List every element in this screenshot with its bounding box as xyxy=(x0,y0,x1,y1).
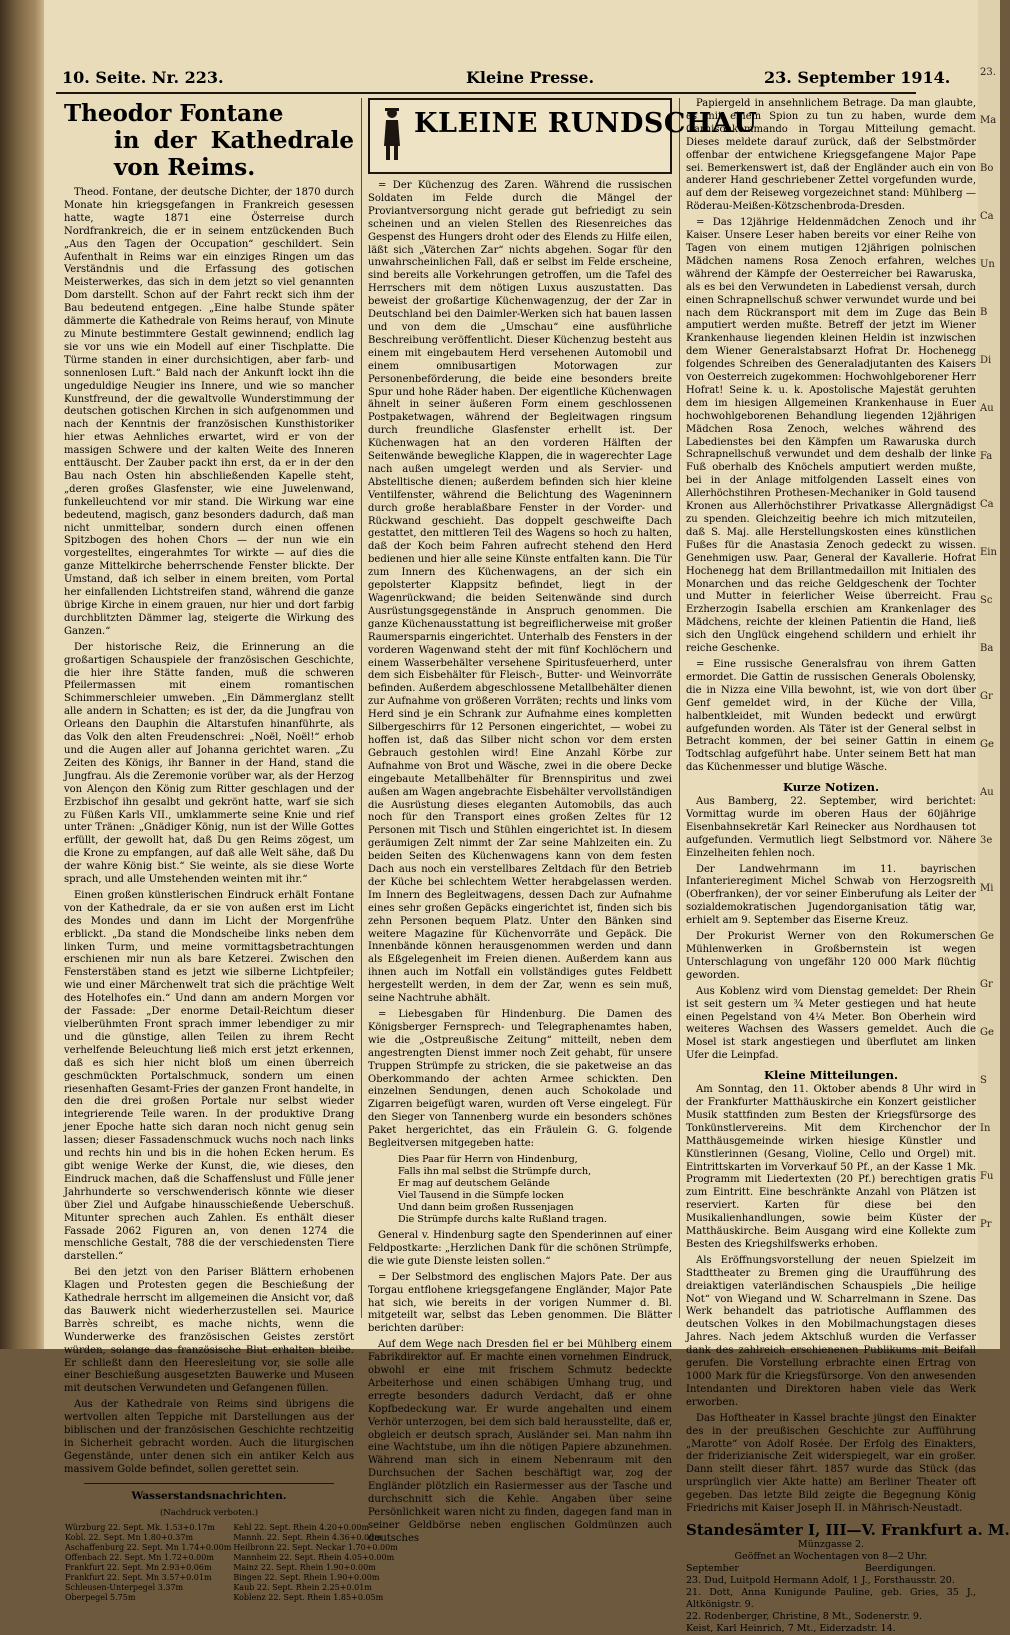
poem-line: Dies Paar für Herrn von Hindenburg, xyxy=(398,1153,578,1165)
edge-fragment: Bo xyxy=(980,163,994,174)
water-level-cell: Bingen 22. Sept. Rhein 1.90+0.00m xyxy=(233,1572,380,1582)
edge-fragment: Pr xyxy=(980,1219,992,1230)
water-levels-heading: Wasserstandsnachrichten. xyxy=(131,1489,287,1502)
registry-hours: Geöffnet an Wochentagen von 8—2 Uhr. xyxy=(734,1550,928,1562)
reprint-note: (Nachdruck verboten.) xyxy=(159,1507,259,1518)
edge-fragment: Ba xyxy=(980,643,994,654)
article-paragraph: = Eine russische Generalsfrau von ihrem Gatten ermordet. Die Gattin de russischen Generals Obolensky, die in Nizza eine Villa bewohnt, ist, wie von dort über Genf gemeldet wird, in der Küche der Villa, halbentkleidet, mit Wunden bedeckt und erwürgt aufgefunden worden. Als Täter ist der General selbst in Betracht kommen, der bei seiner Gattin in einem Todtschlag aufgeführt habe. Unter seinem Bett hat man das Küchenmesser und blutige Wäsche. xyxy=(686,658,976,774)
short-note: Aus Bamberg, 22. September, wird berichtet: Vormittag wurde im oberen Haus der 60jährige Eisenbahnsekretär Karl Reinecker aus Nordhausen tot aufgefunden. Vermutlich liegt Selbstmord vor. Nähere Einzelheiten fehlen noch. xyxy=(686,796,976,859)
article-paragraph: Theod. Fontane, der deutsche Dichter, der 1870 durch Monate hin kriegsgefangen in Frankreich gesessen hatte, wagte 1871 eine Österreise durch Nordfrankreich, die er in seinem entzückenden Buch „Aus den Tagen der Occupation“ geschildert. Sein Aufenthalt in Reims war ein einziges Ringen um das Verständnis und die Erfassung des gotischen Meisterwerkes, das sich in dem jetzt so viel genannten Dom darstellt. Schon auf der Fahrt reckt sich ihm der Bau bedeutend entgegen. „Eine halbe Stunde später dämmerte die Kathedrale von Reims herauf, von Minute zu Minute bestimmtere Gestalt gewinnend; endlich lag sie vor uns wie ein Modell auf einer Tischplatte. Die Türme standen in einer durchsichtigen, aber farb- und sonnenlosen Luft.“ Bald nach der Ankunft lockt ihn die ungeduldige Neugier ins Innere, und wie so mancher Kunstfreund, der die gewaltvolle Wunderstimmung der deutschen gotischen Kirchen in sich aufgenommen und nach der Kenntnis der französischen Kunsthistoriker hier etwas Aehnliches erwartet, wird er von der massigen Schwere und der kalten Weite des Inneren enttäuscht. Der Zauber packt ihn erst, da er in der den Bau nach Osten hin abschließenden Kapelle steht, „deren großes Glasfenster, wie eine Juwelenwand, funkelleuchtend vor mir stand. Die Wirkung war eine bedeutend, magisch, ganz besonders dadurch, daß man nicht unmittelbar, sondern durch einen offenen Spitzbogen des hohen Chors — der nun wie ein vorgestelltes, eingerahmtes Tor wirkte — auf dies die ganze Mittelkirche beherrschende Fenster blickte. Der Umstand, daß ich selber in einem breiten, vom Portal her einfallenden Lichtstreifen stand, während die ganze übrige Kirche in einem grauen, nur hier und dort farbig durchblitzten Dämmer lag, steigerte die Wirkung des Ganzen.“ xyxy=(64,187,354,637)
article-paragraph: = Der Selbstmord des englischen Majors Pate. Der aus Torgau entflohene kriegsgefangene Engländer, Major Pate hat sich, wie bereits in der vorigen Nummer d. Bl. mitgeteilt war, selbst das Leben genommen. Die Blätter berichten darüber: xyxy=(368,1271,672,1335)
edge-fragment: Fu xyxy=(980,1171,994,1182)
edge-fragment: Au xyxy=(980,403,994,414)
article-paragraph: = Liebesgaben für Hindenburg. Die Damen des Königsberger Fernsprech- und Telegraphenamtes haben, wie die „Ostpreußische Zeitung“ mitteilt, neben dem angestrengten Dienst immer noch Zeit gehabt, für unsere Truppen Strümpfe zu stricken, die sie paketweise an das Oberkommando der achten Armee schickten. Den einzelnen Sendungen, denen auch Schokolade und Zigarren beigefügt waren, wurden oft Verse eingelegt. Für den Sieger von Tannenberg wurde ein besonders schönes Paket hergerichtet, das ein Fräulein G. G. folgende Begleitversen mitgegeben hatte: xyxy=(368,1009,672,1150)
water-level-row xyxy=(64,1553,399,1563)
book-binding xyxy=(0,0,44,1349)
water-level-cell: Schleusen-Unterpegel 3.37m xyxy=(65,1582,184,1592)
rundschau-banner xyxy=(368,98,758,174)
article-paragraph: Der historische Reiz, die Erinnerung an die großartigen Schauspiele der französischen Geschichte, die hier ihre Stätte fanden, muß die schweren Pfeilermassen mit einem romantischen Schimmerschleier umweben. „Ein Dämmerglanz stellt alle andern in Schatten; es ist der, da die Jungfrau von Orleans den Dauphin die Altarstufen hinanführte, als das Volk den alten Freudenschrei: „Noël, Noël!“ erhob und die Augen aller auf Johanna gerichtet waren. „Zu Zeiten des Königs, ihr Banner in der Hand, stand die Jungfrau. Als die Zeremonie vorüber war, als der Herzog von Alençon den König zum Ritter geschlagen und der Erzbischof ihn gesalbt und gekrönt hatte, warf sie sich zu Füßen Karls VII., umklammerte seine Knie und rief unter Tränen: „Gnädiger König, nun ist der Wille Gottes erfüllt, der gewollt hat, daß Du gen Reims zögest, um die Krone zu empfangen, auf daß alle Welt sähe, daß Du der wahre König bist.“ Sie weinte, als sie diese Worte sprach, und alle Umstehenden weinten mit ihr.“ xyxy=(64,641,354,886)
edge-fragment: S xyxy=(980,1075,987,1086)
short-notes-heading: Kurze Notizen. xyxy=(782,780,880,795)
article-paragraph: Auf dem Wege nach Dresden fiel er bei Mühlberg einem Fabrikdirektor auf. Er machte einen vornehmen Eindruck, obwohl er eine mit frischem Schmutz bedeckte Arbeiterhose und einen schäbigen Umhang trug, und erregte besonders dadurch Verdacht, daß er ohne Kopfbedeckung war. Er wurde angehalten und einem Verhör unterzogen, bei dem sich bald herausstellte, daß er, obgleich er deutsch sprach, Ausländer sei. Man nahm ihn eine Wachtstube, um ihn die nötigen Papiere abzunehmen. Während man sich in einem Nebenraum mit den Durchsuchen der Sachen beschäftigt war, zog der Engländer plötzlich ein Rasiermesser aus der Tasche und durchschnitt sich die Kehle. Angaben über seine Persönlichkeit waren nicht zu finden, dagegen fand man in seiner Geldbörse neben englischen Goldmünzen auch deutsches xyxy=(368,1339,672,1544)
article-paragraph: Bei den jetzt von den Pariser Blättern erhobenen Klagen und Protesten gegen die Beschießung der Kathedrale herrscht im allgemeinen die Ansicht vor, daß das Bauwerk nicht wiederherzustellen sei. Maurice Barrès schreibt, es mache nichts, wenn die Wunderwerke des französischen Geistes zerstört würden, solange das französische Blut erhalten bleibe. Er schließt dann den Heeresleitung vor, sie solle alle einer Beschießung ausgesetzten Bauwerke und Museen mit deutschen Verwundeten und Gefangenen füllen. xyxy=(64,1267,354,1395)
water-level-row xyxy=(64,1573,399,1583)
water-level-row xyxy=(64,1523,399,1533)
poem-line: Falls ihn mal selbst die Strümpfe durch, xyxy=(398,1165,592,1177)
article-title-line-1: Theodor Fontane xyxy=(64,100,284,127)
registry-month: September xyxy=(686,1562,739,1574)
edge-fragment: 3e xyxy=(980,835,993,846)
water-level-cell: Kobl. 22. Sept. Mn 1.80+0.37m xyxy=(65,1532,194,1542)
poem xyxy=(368,1154,672,1226)
edge-fragment: In xyxy=(980,1123,991,1134)
water-level-cell: Aschaffenburg 22. Sept. Mn 1.74+0.00m xyxy=(65,1542,232,1552)
edge-fragment: Ein xyxy=(980,547,997,558)
water-level-cell: Würzburg 22. Sept. Mk. 1.53+0.17m xyxy=(65,1522,215,1532)
water-level-cell: Mannh. 22. Sept. Rhein 4.36+0.00m xyxy=(233,1532,382,1542)
article-paragraph: Aus der Kathedrale von Reims sind übrigens die wertvollen alten Teppiche mit Darstellungen aus der biblischen und der französischen Geschichte rechtzeitig in Sicherheit gebracht worden. Auch die liturgischen Gegenstände, unter denen sich ein antiker Kelch aus massivem Golde befindet, sollen gerettet sein. xyxy=(64,1399,354,1475)
short-note: Aus Koblenz wird vom Dienstag gemeldet: Der Rhein ist seit gestern um ¾ Meter gestiegen und hat heute einen Pegelstand von 4¼ Meter. Bon Oberhein wird weiteres Wachsen des Wassers gemeldet. Auch die Mosel ist stark angestiegen und überflutet am linken Ufer die Leinpfad. xyxy=(686,985,976,1062)
edge-fragment: Ca xyxy=(980,211,994,222)
short-note: Der Prokurist Werner von den Rokumerschen Mühlenwerken in Großbernstein ist wegen Unterschlagung von ungefähr 120 000 Mark flüchtig geworden. xyxy=(686,931,976,981)
water-levels-table xyxy=(64,1523,399,1603)
column-divider xyxy=(679,98,680,1318)
water-level-row xyxy=(64,1583,399,1593)
edge-fragment: Ge xyxy=(980,1027,994,1038)
water-level-row xyxy=(64,1543,399,1553)
edge-fragment: Gr xyxy=(980,691,993,702)
short-note: Der Landwehrmann im 11. bayrischen Infanterieregiment Michel Schwab von Herzogsreith (Oberfranken), der vor seiner Einberufung als Leiter der sozialdemokratischen Jugendorganisation tätig war, erhielt am 9. September das Eiserne Kreuz. xyxy=(686,863,976,927)
edge-fragment: Ca xyxy=(980,499,994,510)
edge-fragment: Au xyxy=(980,787,994,798)
edge-fragment: Un xyxy=(980,259,995,270)
registry-entry: 22. Rodenberger, Christine, 8 Mt., Sodenerstr. 9. xyxy=(686,1610,922,1622)
water-level-cell: Kehl 22. Sept. Rhein 4.20+0.00m xyxy=(233,1522,370,1532)
column-divider xyxy=(361,98,362,1318)
water-level-cell: Kaub 22. Sept. Rhein 2.25+0.01m xyxy=(233,1582,372,1592)
edge-fragment: B xyxy=(980,307,988,318)
edge-fragment: Ma xyxy=(980,115,997,126)
masthead-rule xyxy=(56,92,916,94)
article-paragraph: Papiergeld in ansehnlichem Betrage. Da man glaubte, es mit einem Spion zu tun zu haben, wurde dem Garnisonkommando in Torgau Mitteilung gemacht. Dieses meldete darauf zurück, daß der Selbstmörder offenbar der entwichene Kriegsgefangene Major Pape sei. Bemerkenswert ist, daß der Engländer auch ein von anderer Hand geschriebener Zettel vorgefunden wurde, auf dem der Reiseweg vorgezeichnet stand: Mühlberg — Röderau-Meißen-Kötzschenbroda-Dresden. xyxy=(686,98,976,213)
water-level-cell: Mannheim 22. Sept. Rhein 4.05+0.00m xyxy=(233,1552,395,1562)
water-level-row xyxy=(64,1563,399,1573)
poem-line: Und dann beim großen Russenjagen xyxy=(398,1201,574,1213)
poem-line: Die Strümpfe durchs kalte Rußland tragen. xyxy=(398,1213,607,1225)
rundschau-title: KLEINE RUNDSCHAU xyxy=(414,108,758,139)
registry-office-heading: Standesämter I, III—V. Frankfurt a. M. xyxy=(686,1520,1010,1539)
registry-section: Beerdigungen. xyxy=(864,1562,936,1574)
water-level-cell: Koblenz 22. Sept. Rhein 1.85+0.05m xyxy=(233,1592,384,1602)
masthead xyxy=(56,66,951,90)
water-level-cell: Offenbach 22. Sept. Mn 1.72+0.00m xyxy=(65,1552,214,1562)
small-news-item: Als Eröffnungsvorstellung der neuen Spielzeit im Stadttheater zu Bremen ging die Uraufführung des dreiaktigen vaterländischen Schauspiels „Die heilige Not“ von Wiegand und W. Scharrelmann in Szene. Das Werk behandelt das patriotische Aufflammen des deutschen Volkes in den Mobilmachungstagen dieses Jahres. Nach jedem Aktschluß wurden die Verfasser dank des zahlreich erschienenen Publikums mit Beifall gerufen. Die Vorstellung erbrachte einen Ertrag von 1000 Mark für die Kriegsfürsorge. Von den anwesenden Intendanten und Direktoren haben viele das Werk erworben. xyxy=(686,1254,976,1408)
registry-entry: 21. Dott, Anna Kunigunde Pauline, geb. Gries, 35 J., Altkönigstr. 9. xyxy=(686,1586,976,1610)
water-level-row xyxy=(64,1533,399,1543)
edge-fragment: Di xyxy=(980,355,992,366)
article-title xyxy=(64,100,354,181)
poem-line: Er mag auf deutschem Gelände xyxy=(398,1177,550,1189)
edge-fragment: Sc xyxy=(980,595,993,606)
column-2 xyxy=(368,98,758,1544)
registry-entry: Keist, Karl Heinrich, 7 Mt., Eiderzadstr. 14. xyxy=(686,1622,896,1634)
article-title-line-2: in der Kathedrale von Reims. xyxy=(114,127,354,181)
column-1 xyxy=(64,98,398,1602)
article-paragraph: Einen großen künstlerischen Eindruck erhält Fontane von der Kathedrale, da er sie von außen erst im Licht des Mondes und dann im Licht der Morgenfrühe erblickt. „Da stand die Mondscheibe links neben dem linken Turm, und meine vormittagsbetrachtungen erschienen mir nun als bare Ketzerei. Zwischen den Fensterstäben stand es jetzt wie silberne Lichtpfeiler; wie und einer Märchenwelt trat sich die prächtige Welt des Hotelhofes ein.“ Und dann am andern Morgen vor der Fassade: „Der enorme Detail-Reichtum dieser vielberühmten Front sprach immer lebendiger zu mir und die günstige, allen Teilen zu ihrem Recht verhelfende Beleuchtung ließ mich erst jetzt erkennen, daß es sich hier nicht bloß um einen überreich geschmückten Portalschmuck, sondern um einen riesenhaften Gesamt-Fries der ganzen Front handelte, in den die drei großen Portale nur selbst wieder integrierende Teile waren. In der produktive Drang jener Epoche hatte sich daran noch nicht genug sein lassen; dieser Fassadenschmuck wuchs noch nach links und rechts hin und bis in die hohen Ecken herum. Es gibt wenige Werke der Kunst, die, wie dieses, den Eindruck machen, daß die Schaffenslust und Fülle jener Jahrhunderte so verschwenderisch könnte wie dieser über Ziel und Aufgabe hinausschießende Ueberschuß. Mitunter sprechen auch Zahlen. Es enthält dieser Fassade 2062 Figuren an, von denen 1274 die menschliche Gestalt, 788 die der verschiedensten Tiere darstellen.“ xyxy=(64,889,354,1263)
water-level-cell: Heilbronn 22. Sept. Neckar 1.70+0.00m xyxy=(233,1542,398,1552)
page-number: 10. Seite. Nr. 223. xyxy=(62,68,224,87)
small-news-item: Das Hoftheater in Kassel brachte jüngst den Einakter des in der preußischen Geschichte zur Aufführung „Marotte“ von Adolf Rosée. Der Erfolg des Einakters, der friderizianische Zeit widerspiegelt, war ein großer. Dann stellt dieser fährt. 1857 wurde das Stück (das ursprünglich vier Akte hatte) am Berliner Theater oft gegeben. Das letzte Bild zeigte die Begegnung König Friedrichs mit Kaiser Joseph II. in Mährisch-Neustadt. xyxy=(686,1412,976,1515)
town-crier-icon xyxy=(380,106,404,162)
registry-subheader xyxy=(686,1563,976,1575)
edge-fragment: Fa xyxy=(980,451,993,462)
article-paragraph: General v. Hindenburg sagte den Spenderinnen auf einer Feldpostkarte: „Herzlichen Dank für die schönen Strümpfe, die wie gute Dienste leisten sollen.“ xyxy=(368,1229,672,1267)
edge-fragment: Ge xyxy=(980,931,994,942)
section-separator xyxy=(84,1483,334,1484)
next-page-edge xyxy=(978,0,1000,1349)
water-level-cell: Oberpegel 5.75m xyxy=(65,1592,136,1602)
water-level-cell: Frankfurt 22. Sept. Mn 2.93+0.06m xyxy=(65,1562,212,1572)
article-paragraph: = Das 12jährige Heldenmädchen Zenoch und ihr Kaiser. Unsere Leser haben bereits vor einer Reihe von Tagen von einem mutigen 12jährigen polnischen Mädchen namens Rosa Zenoch erfahren, welches während der Kämpfe der Oesterreicher bei Rawaruska, als es bei den Verwundeten in Labedienst versah, durch einen Schrapnellschuß schwer verwundet wurde und bei nach dem Rückransport mit dem im Zuge das Bein amputiert werden mußte. Betreff der jetzt im Wiener Krankenhause liegenden kleinen Heldin ist inzwischen dem Wiener Generalstabsarzt Hofrat Dr. Hochenegg folgendes Schreiben des Generaladjutanten des Kaisers von Oesterreich zugekommen: Hochwohlgeborener Herr Hofrat! Seine k. u. k. Apostolische Majestät geruhten dem im hiesigen Allgemeinen Krankenhause in Euer hochwohlgeborenen Behandlung liegenden 12jährigen Mädchen Rosa Zenoch, welches während des Labedienstes bei den Kämpfen um Rawaruska durch Schrapnellschuß verwundet und dem deshalb der linke Fuß oberhalb des Knöchels amputiert werden mußte, bei in der Anlage mitfolgenden Lasselt eines von Allerhöchstihren Prothesen-Mechaniker in Gold tausend Kronen aus Allerhöchstihrer Privatkasse Allergnädigst zu spenden. Gleichzeitig beehre ich mich mitzuteilen, daß S. Maj. alle Herstellungskosten eines künstlichen Fußes für die Anastasia Zenoch gedeckt zu wissen. Genehmigen usw. Paar, General der Kavallerie. Hofrat Hochenegg hat dem Brillantmedaillon mit Initialen des Monarchen und das reiche Geldgeschenk der Tochter und Mutter in feierlicher Weise überreicht. Frau Erzherzogin Isabella erschien am Krankenlager des Mädchens, reichte der kleinen Patientin die Hand, ließ sich den Unglück eingehend schildern und erhielt ihr reiche Geschenke. xyxy=(686,217,976,655)
article-paragraph: = Der Küchenzug des Zaren. Während die russischen Soldaten im Felde durch die Mängel der Proviantversorgung nicht gerade gut befriedigt zu sein scheinen und an vielen Stellen des Riesenreiches das Gespenst des Hungers droht oder des Elends zu Hilfe eilen, läßt sich „Väterchen Zar“ nichts abgehen. Sogar für den unwahrscheinlichen Fall, daß er selbst im Felde erscheine, sind bereits alle Vorkehrungen getroffen, um die Tafel des Herrschers mit dem nötigen Luxus auszustatten. Das beweist der großartige Küchenwagenzug, der der Zar in Deutschland bei den Daimler-Werken sich hat bauen lassen und von dem die „Umschau“ eine ausführliche Beschreibung veröffentlicht. Dieser Küchenzug besteht aus einem mit eingebautem Herd versehenen Automobil und einem omnibusartigen Motorwagen zur Personenbeförderung, die beide eine besonders breite Spur und hohe Räder haben. Der eigentliche Küchenwagen ähnelt in seiner äußeren Form einem geschlossenen Postpaketwagen, während der Begleitwagen ringsum durch freundliche Glasfenster erhellt ist. Der Küchenwagen hat an den vorderen Hälften der Seitenwände bewegliche Klappen, die in wagerechter Lage nach außen umgelegt werden und als Servier- und Abstelltische dienen; außerdem befinden sich hier kleine Ventilfenster, während die Belichtung des Wageninnern durch große herablaßbare Fenster in der Vorder- und Rückwand geschieht. Das doppelt geschweifte Dach gestattet, den mittleren Teil des Wagens so hoch zu halten, daß der Koch beim Fahren aufrecht stehend den Herd bedienen und hier alle seine Künste entfalten kann. Die Tür zum Innern des Küchenwagens, an der sich ein gepolsterter Klappsitz befindet, liegt in der Wagenrückwand; die beiden Seitenwände sind durch Ausrüstungsgegenstände in Anspruch genommen. Die ganze Küchenausstattung ist begreiflicherweise mit großer Raumersparnis eingerichtet. Unterhalb des Fensters in der vorderen Wagenwand steht der mit fünf Kochlöchern und einem Wasserbehälter versehene Spiritusfeuerherd, unter dem sich Eisbehälter für Fleisch-, Butter- und Weinvorräte befinden. Außerdem abgeschlossene Metallbehälter dienen zur Aufnahme von größeren Vorräten; rechts und links vom Herd sind je ein Schrank zur Aufnahme eines kompletten Silbergeschirrs für 12 Personen eingerichtet, — wobei zu hoffen ist, daß das Silber nicht schon vor dem ersten Gebrauch gestohlen wird! Eine Anzahl Körbe zur Aufnahme von Brot und Wäsche, zwei in die obere Decke eingebaute Metallbehälter für Brennspiritus und zwei außen am Wagen angebrachte Eisbehälter vervollständigen die Ausrüstung dieses eleganten Automobils, das auch noch für den Transport eines großen Zeltes für 12 Personen mit Tisch und Stühlen eingerichtet ist. In diesem geräumigen Zelt nimmt der Zar seine Mahlzeiten ein. Zu beiden Seiten des Küchenwagens kann von dem festen Dach aus noch ein verstellbares Zeltdach für den Betrieb der Küche bei schlechtem Wetter herabgelassen werden. Im Innern des Begleitwagens, dessen Dach zur Aufnahme eines sehr großen Gepäcks eingerichtet ist, finden sich bis zehn Personen bequem Platz. Unter den Bänken sind weitere Magazine für Küchenvorräte und Gepäck. Die Innenbände können herausgenommen werden und dann als Eßgelegenheit im Freien dienen. Außerdem kann aus ihnen auch im Notfall ein vollständiges gutes Feldbett hergestellt werden, in dem der Zar, wenn es sein muß, seine Nachtruhe abhält. xyxy=(368,180,672,1005)
edge-fragment: 23. xyxy=(980,67,996,78)
water-level-cell: Mainz 22. Sept. Rhein 1.90+0.00m xyxy=(233,1562,376,1572)
registry-address: Münzgasse 2. xyxy=(797,1538,865,1550)
water-level-row xyxy=(64,1593,399,1603)
small-news-item: Am Sonntag, den 11. Oktober abends 8 Uhr wird in der Frankfurter Matthäuskirche ein Konzert geistlicher Musik stattfinden zum Besten der Kriegsfürsorge des Tonkünstlervereins. Mit dem Kirchenchor der Matthäusgemeinde wirken hiesige Künstler und Künstlerinnen (Gesang, Violine, Cello und Orgel) mit. Eintrittskarten im Vorverkauf 50 Pf., an der Kasse 1 Mk. Programm mit Liedertexten (20 Pf.) berechtigen gratis zum Eintritt. Eine beschränkte Anzahl von Plätzen ist reserviert. Karten für diese bei den Musikalienhandlungen, sowie beim Küster der Matthäuskirche. Beim Ausgang wird eine Kollekte zum Besten des Kriegshilfswerks erhoben. xyxy=(686,1084,976,1250)
registry-entry: 23. Dud, Luitpold Hermann Adolf, 1 J., Forsthausstr. 20. xyxy=(686,1574,955,1586)
edge-fragment: Gr xyxy=(980,979,993,990)
small-news-heading: Kleine Mitteilungen. xyxy=(764,1068,898,1083)
water-level-cell: Frankfurt 22. Sept. Mn 3.57+0.01m xyxy=(65,1572,212,1582)
newspaper-name: Kleine Presse. xyxy=(466,68,595,87)
issue-date: 23. September 1914. xyxy=(764,68,951,87)
poem-line: Viel Tausend in die Sümpfe locken xyxy=(398,1189,564,1201)
edge-fragment: Ge xyxy=(980,739,994,750)
edge-fragment: Mi xyxy=(980,883,994,894)
